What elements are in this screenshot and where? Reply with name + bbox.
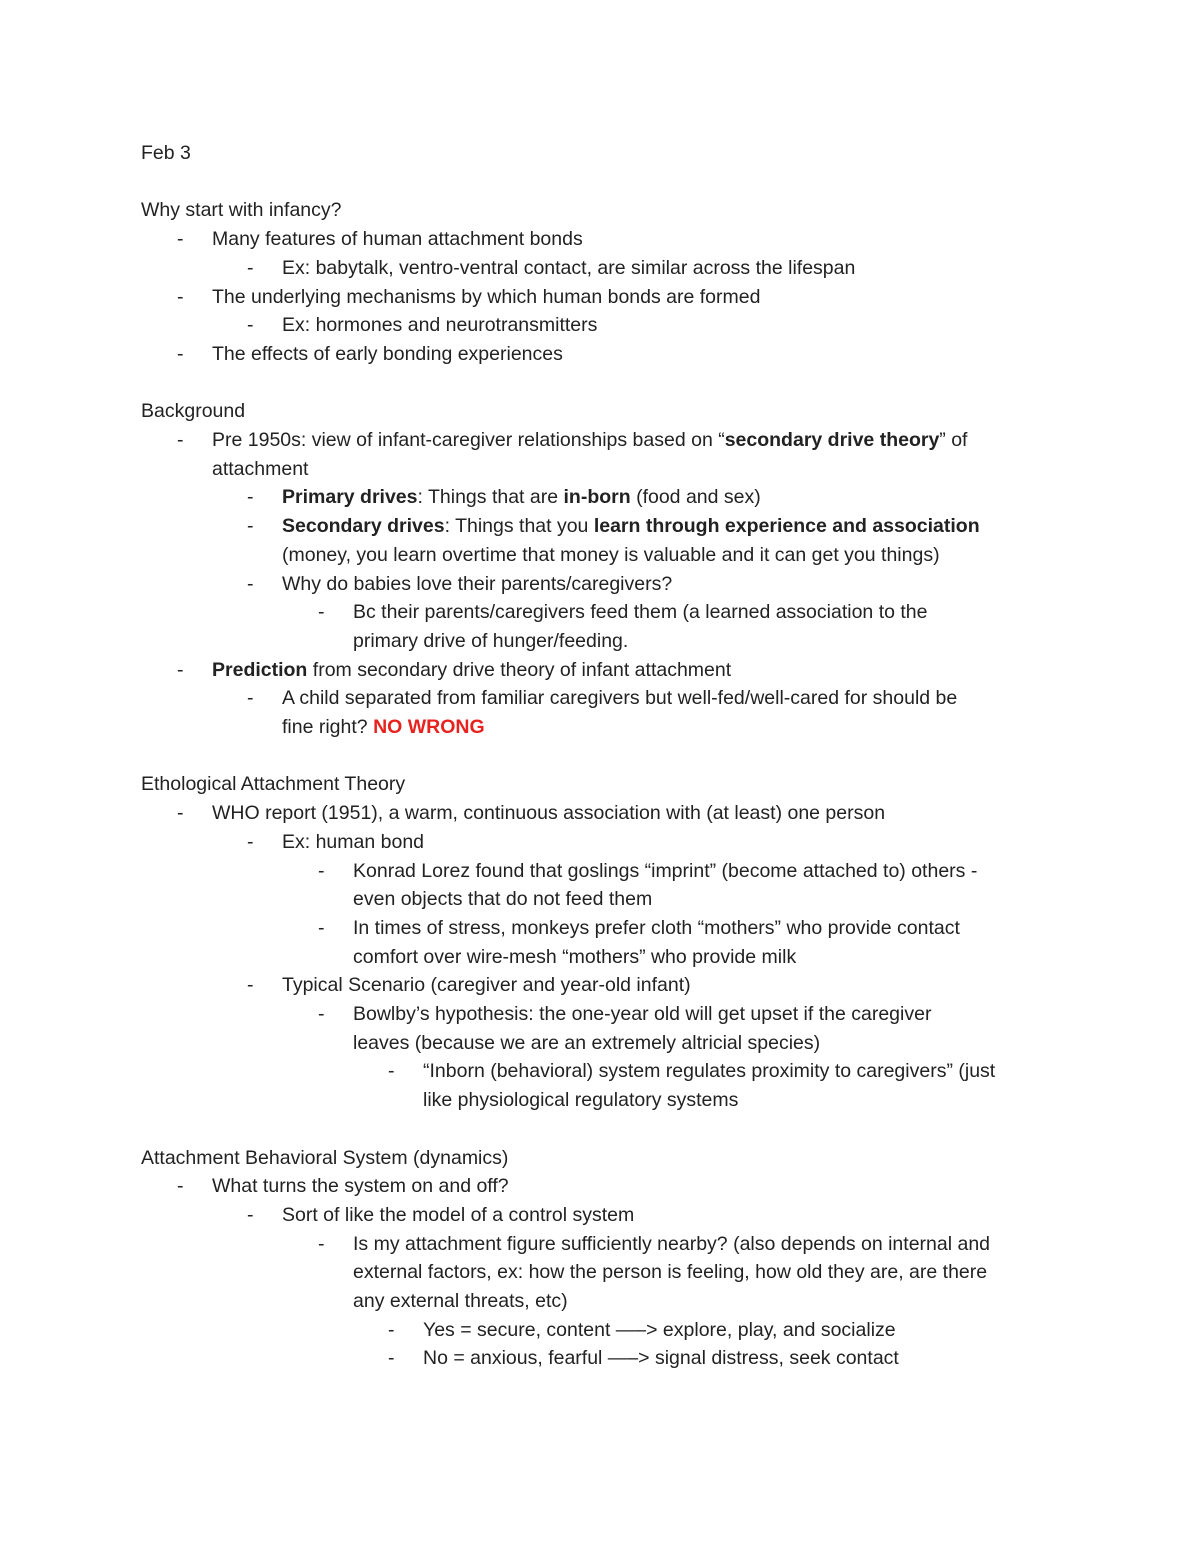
bullet-dash: - <box>247 256 254 279</box>
bullet-dash: - <box>388 1060 395 1083</box>
list-item: - Yes = secure, content —–> explore, play, and socialize <box>423 1316 1071 1345</box>
bullet-dash: - <box>177 1175 184 1198</box>
list-item-continuation: like physiological regulatory systems <box>423 1089 739 1112</box>
list-item: - Pre 1950s: view of infant-caregiver relationships based on “secondary drive theory” of <box>212 426 1071 455</box>
list-item: - Ex: hormones and neurotransmitters <box>282 311 1071 340</box>
list-item: - “Inborn (behavioral) system regulates proximity to caregivers” (just <box>423 1057 1071 1086</box>
section-heading-ethological: Ethological Attachment Theory <box>141 773 406 796</box>
list-item-continuation: external factors, ex: how the person is feeling, how old they are, are there <box>353 1261 988 1284</box>
list-item: - A child separated from familiar caregivers but well-fed/well-cared for should be <box>282 684 1071 713</box>
list-item: - Why do babies love their parents/caregivers? <box>282 570 1071 599</box>
list-item-continuation: (money, you learn overtime that money is valuable and it can get you things) <box>282 543 940 566</box>
bullet-dash: - <box>247 687 254 710</box>
list-item-continuation: fine right? NO WRONG <box>282 716 485 739</box>
list-item: - Ex: babytalk, ventro-ventral contact, are similar across the lifespan <box>282 254 1071 283</box>
section-heading-background: Background <box>141 400 246 423</box>
list-item: - WHO report (1951), a warm, continuous association with (at least) one person <box>212 799 1071 828</box>
bullet-dash: - <box>318 859 325 882</box>
document-page <box>141 139 1071 1373</box>
list-item: - Sort of like the model of a control system <box>282 1201 1071 1230</box>
list-item-continuation: any external threats, etc) <box>353 1290 568 1313</box>
bullet-dash: - <box>177 285 184 308</box>
bullet-dash: - <box>177 658 184 681</box>
emphasis-no-wrong: NO WRONG <box>373 716 485 739</box>
section-heading-infancy: Why start with infancy? <box>141 199 342 222</box>
list-item-continuation: comfort over wire-mesh “mothers” who provide milk <box>353 945 797 968</box>
bullet-dash: - <box>247 974 254 997</box>
list-item: - Secondary drives: Things that you learn through experience and association <box>282 512 1071 541</box>
list-item: - Typical Scenario (caregiver and year-old infant) <box>282 971 1071 1000</box>
list-item: - In times of stress, monkeys prefer cloth “mothers” who provide contact <box>353 914 1071 943</box>
list-item: - Primary drives: Things that are in-born (food and sex) <box>282 483 1071 512</box>
bullet-dash: - <box>247 1203 254 1226</box>
bullet-dash: - <box>177 802 184 825</box>
list-item: - Many features of human attachment bonds <box>212 225 1071 254</box>
bullet-dash: - <box>177 342 184 365</box>
list-item: - Bowlby’s hypothesis: the one-year old will get upset if the caregiver <box>353 1000 1071 1029</box>
bullet-dash: - <box>247 830 254 853</box>
section-heading-abs: Attachment Behavioral System (dynamics) <box>141 1146 509 1169</box>
bullet-dash: - <box>247 486 254 509</box>
list-item-continuation: attachment <box>212 457 309 480</box>
list-item-continuation: primary drive of hunger/feeding. <box>353 629 629 652</box>
list-item: - No = anxious, fearful —–> signal distress, seek contact <box>423 1344 1071 1373</box>
bullet-dash: - <box>318 916 325 939</box>
bullet-dash: - <box>247 515 254 538</box>
bullet-dash: - <box>318 1232 325 1255</box>
bullet-dash: - <box>388 1318 395 1341</box>
bullet-dash: - <box>247 314 254 337</box>
list-item: - The underlying mechanisms by which human bonds are formed <box>212 283 1071 312</box>
list-item: - Ex: human bond <box>282 828 1071 857</box>
list-item: - Bc their parents/caregivers feed them (a learned association to the <box>353 598 1071 627</box>
bullet-dash: - <box>177 429 184 451</box>
bullet-dash: - <box>318 601 325 624</box>
list-item: - The effects of early bonding experiences <box>212 340 1071 369</box>
list-item: - Is my attachment figure sufficiently nearby? (also depends on internal and <box>353 1230 1071 1259</box>
date-heading: Feb 3 <box>141 142 191 164</box>
bullet-dash: - <box>388 1347 395 1370</box>
bullet-dash: - <box>318 1003 325 1026</box>
bullet-dash: - <box>247 572 254 595</box>
list-item: - Prediction from secondary drive theory of infant attachment <box>212 656 1071 685</box>
list-item-continuation: even objects that do not feed them <box>353 888 653 911</box>
bullet-dash: - <box>177 228 184 251</box>
list-item: - What turns the system on and off? <box>212 1172 1071 1201</box>
list-item-continuation: leaves (because we are an extremely altricial species) <box>353 1031 821 1054</box>
list-item: - Konrad Lorez found that goslings “imprint” (become attached to) others - <box>353 857 1071 886</box>
